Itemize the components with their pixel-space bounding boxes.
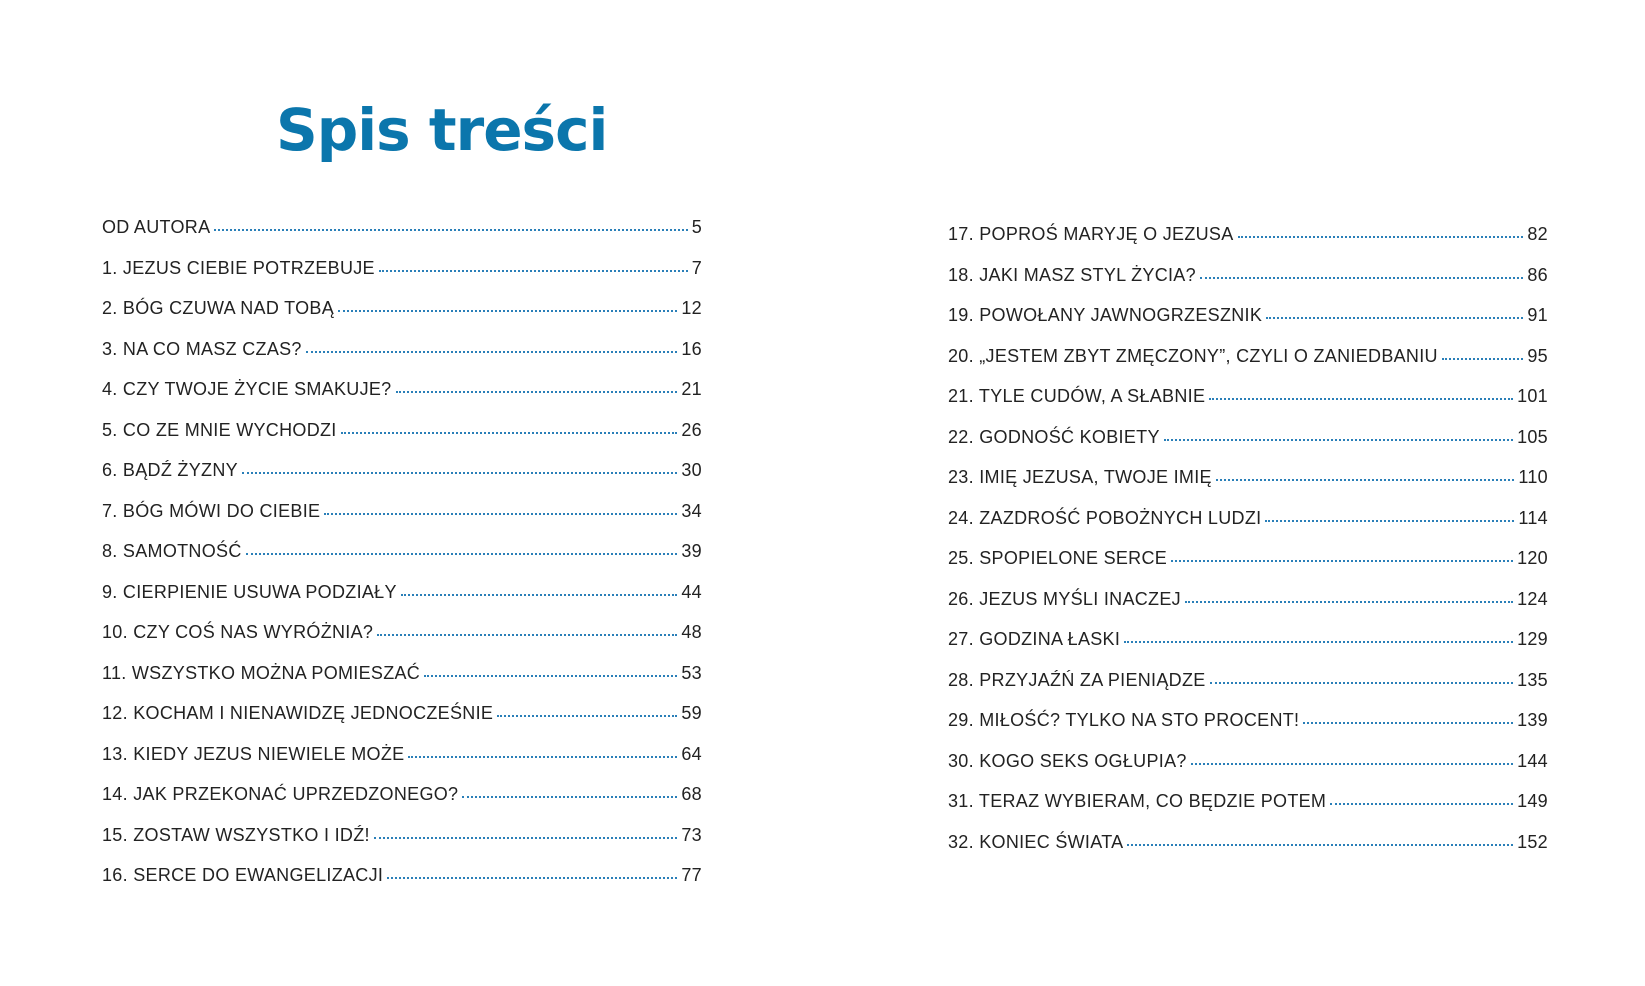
toc-entry-title: 25. SPOPIELONE SERCE (948, 548, 1168, 568)
toc-entry (948, 629, 1548, 670)
dot-leader (242, 472, 677, 474)
toc-entry (102, 703, 702, 744)
dot-leader (1200, 277, 1523, 279)
toc-entry-page-number: 30 (681, 460, 702, 480)
toc-entry (948, 832, 1548, 873)
toc-entry-title: 4. CZY TWOJE ŻYCIE SMAKUJE? (102, 379, 392, 399)
toc-entry (102, 784, 702, 825)
dot-leader (374, 837, 678, 839)
toc-entry-title: 31. TERAZ WYBIERAM, CO BĘDZIE POTEM (948, 791, 1327, 811)
toc-entry-title: 18. JAKI MASZ STYL ŻYCIA? (948, 264, 1196, 285)
toc-entry (102, 460, 702, 501)
toc-entry (948, 265, 1548, 306)
toc-entry-title: 5. CO ZE MNIE WYCHODZI (102, 419, 337, 440)
toc-entry-page-number: 120 (1517, 548, 1548, 568)
toc-entry-title: 1. JEZUS CIEBIE POTRZEBUJE (102, 257, 375, 278)
toc-entry-page-number: 7 (691, 257, 702, 278)
toc-entry-page-number: 86 (1527, 264, 1548, 285)
dot-leader (396, 391, 678, 393)
toc-entry-page-number: 59 (681, 703, 702, 723)
toc-entry (948, 751, 1548, 792)
toc-entry-title: 21. TYLE CUDÓW, A SŁABNIE (948, 386, 1206, 406)
toc-entry (948, 346, 1548, 387)
toc-entry (102, 744, 702, 785)
toc-entry-page-number: 129 (1517, 629, 1548, 649)
toc-entry (102, 582, 702, 623)
toc-entry-page-number: 44 (681, 581, 702, 602)
toc-entry-title: OD AUTORA (102, 217, 211, 237)
toc-entry-page-number: 64 (681, 743, 702, 764)
toc-entry-page-number: 39 (681, 541, 702, 561)
toc-entry (102, 865, 702, 906)
toc-entry (948, 467, 1548, 508)
toc-entry-title: 16. SERCE DO EWANGELIZACJI (102, 865, 384, 885)
toc-entry-page-number: 26 (681, 419, 702, 440)
toc-entry-page-number: 68 (681, 784, 702, 804)
dot-leader (1209, 398, 1513, 400)
dot-leader (1127, 844, 1513, 846)
toc-entry-title: 32. KONIEC ŚWIATA (948, 831, 1124, 852)
toc-entry (102, 298, 702, 339)
toc-entry-title: 14. JAK PRZEKONAĆ UPRZEDZONEGO? (102, 784, 459, 804)
toc-entry-page-number: 73 (681, 824, 702, 845)
toc-entry (102, 541, 702, 582)
toc-entry-page-number: 82 (1527, 224, 1548, 244)
toc-entry-title: 11. WSZYSTKO MOŻNA POMIESZAĆ (102, 662, 421, 683)
toc-entry (948, 670, 1548, 711)
dot-leader (377, 634, 677, 636)
toc-entry (948, 427, 1548, 468)
dot-leader (1124, 641, 1513, 643)
toc-entry (102, 420, 702, 461)
toc-entry-title: 7. BÓG MÓWI DO CIEBIE (102, 500, 321, 521)
toc-entry (948, 710, 1548, 751)
dot-leader (424, 675, 677, 677)
dot-leader (1266, 317, 1523, 319)
dot-leader (338, 310, 677, 312)
toc-entry (102, 217, 702, 258)
toc-entry-page-number: 77 (681, 865, 702, 885)
toc-entry-title: 30. KOGO SEKS OGŁUPIA? (948, 750, 1187, 771)
toc-entry-page-number: 48 (681, 622, 702, 642)
toc-entry-title: 20. „JESTEM ZBYT ZMĘCZONY”, CZYLI O ZANIEDBANIU (948, 345, 1438, 366)
toc-entry (102, 825, 702, 866)
toc-entry-page-number: 21 (681, 379, 702, 399)
dot-leader (214, 229, 687, 231)
dot-leader (408, 756, 677, 758)
toc-entry-page-number: 95 (1527, 345, 1548, 366)
toc-entry-page-number: 124 (1517, 588, 1548, 609)
toc-entry-title: 22. GODNOŚĆ KOBIETY (948, 426, 1160, 447)
dot-leader (1191, 763, 1513, 765)
toc-entry (102, 663, 702, 704)
toc-entry-title: 13. KIEDY JEZUS NIEWIELE MOŻE (102, 743, 405, 764)
toc-entry (102, 339, 702, 380)
toc-entry-page-number: 149 (1517, 791, 1548, 811)
dot-leader (1171, 560, 1513, 562)
page-title: Spis treści (276, 95, 608, 164)
toc-entry-title: 28. PRZYJAŹŃ ZA PIENIĄDZE (948, 669, 1206, 690)
toc-entry-page-number: 105 (1517, 426, 1548, 447)
toc-entry-title: 24. ZAZDROŚĆ POBOŻNYCH LUDZI (948, 507, 1262, 528)
toc-entry-page-number: 114 (1518, 507, 1548, 528)
dot-leader (1330, 803, 1513, 805)
toc-entry-title: 26. JEZUS MYŚLI INACZEJ (948, 588, 1181, 609)
toc-entry-title: 2. BÓG CZUWA NAD TOBĄ (102, 298, 335, 318)
toc-entry (948, 548, 1548, 589)
dot-leader (1265, 520, 1514, 522)
dot-leader (1185, 601, 1513, 603)
toc-entry-page-number: 152 (1517, 831, 1548, 852)
dot-leader (306, 351, 678, 353)
toc-entry-title: 10. CZY COŚ NAS WYRÓŻNIA? (102, 622, 374, 642)
toc-left-column (102, 217, 702, 906)
dot-leader (462, 796, 677, 798)
toc-entry-title: 27. GODZINA ŁASKI (948, 629, 1121, 649)
toc-entry-page-number: 53 (681, 662, 702, 683)
dot-leader (1303, 722, 1513, 724)
toc-entry (948, 386, 1548, 427)
dot-leader (246, 553, 678, 555)
dot-leader (324, 513, 677, 515)
toc-entry (102, 501, 702, 542)
toc-entry-page-number: 135 (1517, 669, 1548, 690)
toc-entry-title: 15. ZOSTAW WSZYSTKO I IDŹ! (102, 824, 370, 845)
toc-entry-title: 3. NA CO MASZ CZAS? (102, 338, 302, 359)
toc-entry-page-number: 110 (1518, 467, 1548, 487)
toc-entry (102, 622, 702, 663)
toc-entry (948, 224, 1548, 265)
toc-entry-page-number: 34 (681, 500, 702, 521)
toc-entry-page-number: 16 (681, 338, 702, 359)
toc-entry-title: 23. IMIĘ JEZUSA, TWOJE IMIĘ (948, 467, 1212, 487)
toc-entry-title: 6. BĄDŹ ŻYZNY (102, 460, 238, 480)
toc-entry-page-number: 12 (681, 298, 702, 318)
toc-entry-page-number: 144 (1517, 750, 1548, 771)
dot-leader (497, 715, 677, 717)
dot-leader (1216, 479, 1515, 481)
toc-entry-title: 29. MIŁOŚĆ? TYLKO NA STO PROCENT! (948, 710, 1300, 730)
toc-entry-title: 9. CIERPIENIE USUWA PODZIAŁY (102, 581, 397, 602)
dot-leader (387, 877, 677, 879)
dot-leader (1442, 358, 1524, 360)
toc-entry-page-number: 91 (1527, 305, 1548, 325)
toc-entry (948, 791, 1548, 832)
toc-entry-page-number: 139 (1517, 710, 1548, 730)
dot-leader (379, 270, 688, 272)
dot-leader (1210, 682, 1514, 684)
toc-entry-title: 8. SAMOTNOŚĆ (102, 541, 242, 561)
toc-entry (102, 258, 702, 299)
dot-leader (1238, 236, 1524, 238)
dot-leader (1164, 439, 1513, 441)
dot-leader (341, 432, 678, 434)
toc-entry-title: 19. POWOŁANY JAWNOGRZESZNIK (948, 305, 1263, 325)
toc-entry-title: 12. KOCHAM I NIENAWIDZĘ JEDNOCZEŚNIE (102, 703, 494, 723)
toc-right-column (948, 224, 1548, 872)
toc-entry-title: 17. POPROŚ MARYJĘ O JEZUSA (948, 224, 1234, 244)
toc-entry (102, 379, 702, 420)
toc-entry-page-number: 5 (691, 217, 702, 237)
dot-leader (401, 594, 678, 596)
toc-entry (948, 305, 1548, 346)
toc-entry (948, 508, 1548, 549)
toc-entry (948, 589, 1548, 630)
toc-entry-page-number: 101 (1517, 386, 1548, 406)
